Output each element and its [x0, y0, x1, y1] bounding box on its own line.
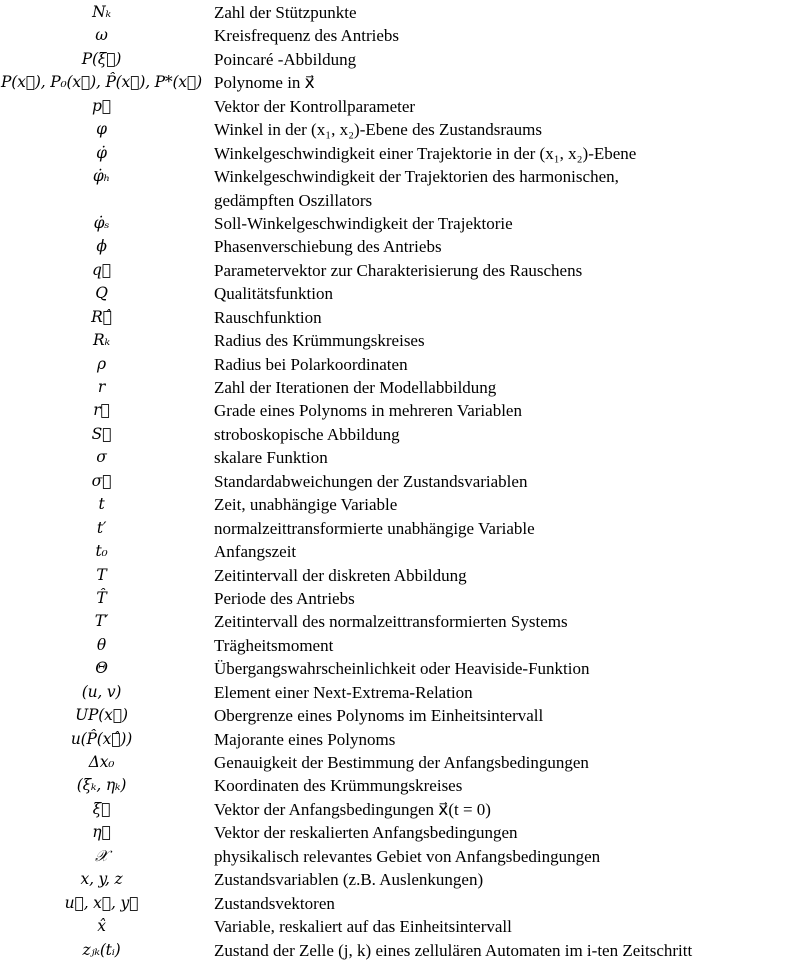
- description-cell: Radius des Krümmungskreises: [214, 331, 425, 351]
- symbol-cell: zⱼₖ(tᵢ): [82, 940, 121, 959]
- table-row: [0, 915, 796, 938]
- description-cell: Element einer Next-Extrema-Relation: [214, 682, 473, 702]
- table-row: [0, 376, 796, 399]
- table-row: [0, 892, 796, 915]
- table-row: [0, 774, 796, 797]
- table-row: [0, 728, 796, 751]
- table-row: [0, 1, 796, 24]
- table-row: [0, 868, 796, 891]
- table-row: [0, 564, 796, 587]
- table-row: [0, 165, 796, 212]
- symbol-cell: q⃗: [91, 260, 112, 279]
- table-row: [0, 446, 796, 469]
- table-row: [0, 423, 796, 446]
- symbol-cell: u(P̂(x⃗̂)): [70, 729, 133, 748]
- symbol-cell: T̂: [96, 588, 107, 607]
- table-row: [0, 24, 796, 47]
- table-row: [0, 235, 796, 258]
- table-row: [0, 821, 796, 844]
- description-cell: Zustandsvektoren: [214, 893, 335, 913]
- description-cell: Vektor der reskalierten Anfangsbedingungen: [214, 823, 518, 843]
- table-row: [0, 353, 796, 376]
- table-row: [0, 48, 796, 71]
- table-row: [0, 939, 796, 962]
- description-cell: Obergrenze eines Polynoms im Einheitsintervall: [214, 706, 544, 726]
- description-cell: Phasenverschiebung des Antriebs: [214, 237, 442, 257]
- symbol-cell: r: [97, 378, 106, 397]
- symbol-cell: t′: [96, 518, 107, 537]
- symbol-table: [0, 1, 796, 962]
- table-row: [0, 587, 796, 610]
- description-cell: Zahl der Iterationen der Modellabbildung: [214, 378, 497, 398]
- symbol-cell: 𝒳: [94, 846, 109, 865]
- description-cell: Zeitintervall der diskreten Abbildung: [214, 565, 467, 585]
- symbol-cell: x, y, z: [80, 870, 123, 889]
- description-cell: Zahl der Stützpunkte: [214, 3, 357, 22]
- description-cell: Zustandsvariablen (z.B. Auslenkungen): [214, 870, 484, 890]
- symbol-cell: P(x⃗), P₀(x⃗), P̂(x⃗), P*(x⃗): [1, 73, 202, 92]
- description-cell: Zeit, unabhängige Variable: [214, 495, 398, 515]
- table-row: [0, 329, 796, 352]
- table-row: [0, 493, 796, 516]
- table-row: [0, 517, 796, 540]
- symbol-cell: x̂: [97, 917, 106, 936]
- table-row: [0, 118, 796, 141]
- description-cell: Rauschfunktion: [214, 307, 322, 327]
- symbol-cell: ω: [95, 26, 108, 45]
- description-cell: Poincaré -Abbildung: [214, 49, 357, 69]
- symbol-cell: P(ξ⃗): [81, 49, 122, 68]
- description-cell: Periode des Antriebs: [214, 588, 355, 608]
- description-cell: Variable, reskaliert auf das Einheitsintervall: [214, 917, 512, 937]
- symbol-cell: φ̇: [96, 143, 107, 162]
- table-row: [0, 681, 796, 704]
- table-row: [0, 470, 796, 493]
- table-row: [0, 282, 796, 305]
- symbol-cell: r⃗: [93, 401, 110, 420]
- symbol-cell: σ: [96, 448, 107, 467]
- table-row: [0, 704, 796, 727]
- symbol-cell: t: [98, 495, 105, 514]
- description-cell: Zustand der Zelle (j, k) eines zellulären Automaten im i-ten Zeitschritt: [214, 940, 693, 960]
- description-cell: Zeitintervall des normalzeittransformierten Systems: [214, 612, 568, 632]
- symbol-cell: σ⃗: [91, 471, 112, 490]
- symbol-cell: ρ: [97, 354, 106, 373]
- table-row: [0, 95, 796, 118]
- table-row: [0, 751, 796, 774]
- symbol-cell: φ: [96, 120, 107, 139]
- description-cell: Trägheitsmoment: [214, 635, 334, 655]
- table-row: [0, 845, 796, 868]
- description-cell: Standardabweichungen der Zustandsvariablen: [214, 471, 528, 491]
- description-cell: physikalisch relevantes Gebiet von Anfangsbedingungen: [214, 846, 601, 866]
- description-cell: Anfangszeit: [214, 542, 297, 562]
- description-cell: Qualitätsfunktion: [214, 284, 333, 304]
- description-cell: Polynome in x⃗: [214, 73, 315, 93]
- table-row: [0, 212, 796, 235]
- symbol-cell: UP(x⃗): [75, 706, 128, 725]
- symbol-cell: ξ⃗: [92, 799, 111, 818]
- table-row: [0, 798, 796, 821]
- symbol-cell: η⃗: [92, 823, 111, 842]
- symbol-cell: p⃗: [91, 96, 112, 115]
- table-row: [0, 259, 796, 282]
- table-row: [0, 540, 796, 563]
- table-row: [0, 142, 796, 165]
- symbol-cell: (ξₖ, ηₖ): [76, 776, 127, 795]
- symbol-cell: T′: [94, 612, 109, 631]
- description-cell: Vektor der Anfangsbedingungen x⃗(t = 0): [214, 799, 491, 819]
- symbol-cell: φ̇ₛ: [93, 213, 110, 232]
- description-cell: Übergangswahrscheinlichkeit oder Heaviside-Funktion: [214, 659, 590, 679]
- description-cell: Winkel in der (x₁, x₂)-Ebene des Zustandsraums: [214, 120, 542, 140]
- table-row: [0, 657, 796, 680]
- description-cell: Winkelgeschwindigkeit einer Trajektorie in der (x₁, x₂)-Ebene: [214, 143, 637, 163]
- description-cell: normalzeittransformierte unabhängige Variable: [214, 518, 535, 538]
- symbol-cell: (u, v): [81, 682, 122, 701]
- description-cell: Koordinaten des Krümmungskreises: [214, 776, 463, 796]
- symbol-cell: R⃗̂: [91, 307, 112, 326]
- description-cell: Kreisfrequenz des Antriebs: [214, 26, 400, 46]
- description-cell: stroboskopische Abbildung: [214, 424, 400, 444]
- table-row: [0, 634, 796, 657]
- description-cell: Radius bei Polarkoordinaten: [214, 354, 408, 374]
- symbol-cell: Rₖ: [93, 331, 110, 350]
- symbol-cell: Nₖ: [92, 3, 111, 21]
- description-cell: Parametervektor zur Charakterisierung des Rauschens: [214, 260, 583, 280]
- symbol-cell: φ̇ₕ: [92, 167, 111, 186]
- symbol-cell: t₀: [95, 542, 108, 561]
- description-cell: Winkelgeschwindigkeit der Trajektorien des harmonischen, gedämpften Oszillators: [214, 167, 619, 210]
- description-cell: skalare Funktion: [214, 448, 328, 468]
- description-cell: Grade eines Polynoms in mehreren Variablen: [214, 401, 522, 421]
- description-cell: Majorante eines Polynoms: [214, 729, 396, 749]
- table-row: [0, 71, 796, 94]
- description-cell: Vektor der Kontrollparameter: [214, 96, 416, 116]
- symbol-cell: ϕ: [96, 237, 107, 256]
- symbol-cell: Q: [95, 284, 108, 303]
- symbol-cell: u⃗, x⃗, y⃗: [64, 893, 139, 912]
- symbol-cell: S⃗: [91, 424, 112, 443]
- table-row: [0, 399, 796, 422]
- symbol-cell: θ: [96, 635, 107, 654]
- symbol-cell: T: [96, 565, 107, 584]
- symbol-cell: Δx₀: [88, 753, 115, 772]
- description-cell: Soll-Winkelgeschwindigkeit der Trajektorie: [214, 213, 513, 233]
- description-cell: Genauigkeit der Bestimmung der Anfangsbedingungen: [214, 753, 589, 773]
- table-row: [0, 306, 796, 329]
- symbol-cell: Θ: [95, 659, 108, 678]
- table-row: [0, 610, 796, 633]
